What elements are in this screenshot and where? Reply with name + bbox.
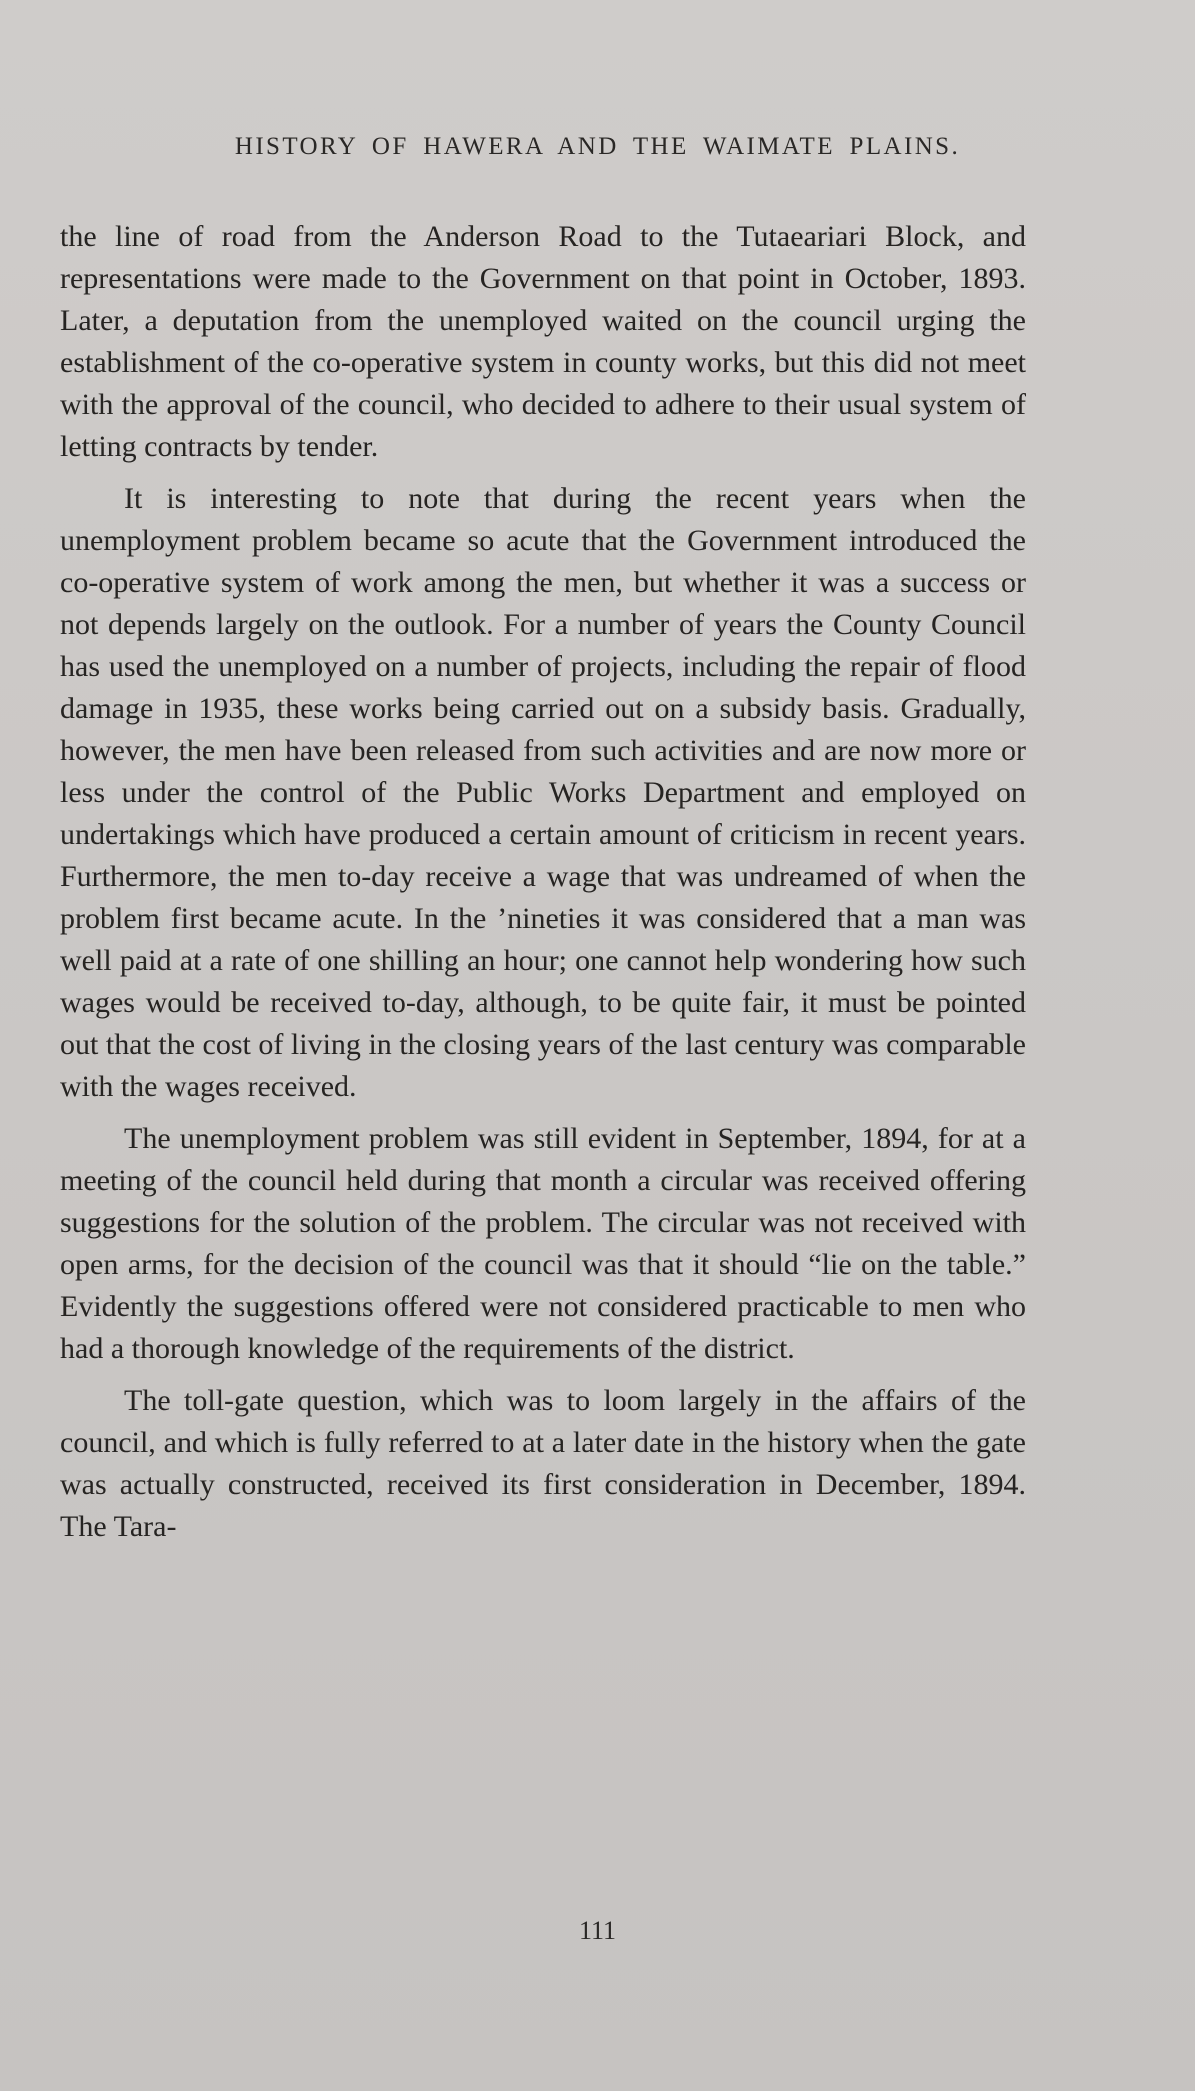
paragraph-3: The unemployment problem was still evident in September, 1894, for at a meeting of the council held during that month a circular was received offering suggestions for the solution of the problem. The circular was not received with open arms, for the decision of the council was that it should “lie on the table.” Evidently the suggestions offered were not considered practicable to men who had a thorough knowledge of the requirements of the district. (60, 1122, 1026, 1365)
paragraph-4: The toll-gate question, which was to loom largely in the affairs of the council, and which is fully referred to at a later date in the history when the gate was actually constructed, received its first consideration in December, 1894. The Tara- (60, 1384, 1026, 1543)
paragraph-1: the line of road from the Anderson Road to the Tutaeariari Block, and representations were made to the Government on that point in October, 1893. Later, a deputation from the unemployed waited on the council urging the establishment of the co-operative system in county works, but this did not meet with the approval of the council, who decided to adhere to their usual system of letting contracts by tender. (60, 220, 1026, 463)
paragraph-2: It is interesting to note that during the recent years when the unemployment problem became so acute that the Government introduced the co-operative system of work among the men, but whether it was a success or not depends largely on the outlook. For a number of years the County Council has used the unemployed on a number of projects, including the repair of flood damage in 1935, these works being carried out on a subsidy basis. Gradually, however, the men have been released from such activities and are now more or less under the control of the Public Works Department and employed on undertakings which have produced a certain amount of criticism in recent years. Furthermore, the men to-day receive a wage that was undreamed of when the problem first became acute. In the ’nineties it was considered that a man was well paid at a rate of one shilling an hour; one cannot help wondering how such wages would be received to-day, although, to be quite fair, it must be pointed out that the cost of living in the closing years of the last century was comparable with the wages received. (60, 482, 1026, 1103)
page-number: 111 (578, 1916, 617, 1945)
body-text (60, 216, 1026, 1548)
running-title: HISTORY OF HAWERA AND THE WAIMATE PLAINS. (234, 133, 961, 160)
